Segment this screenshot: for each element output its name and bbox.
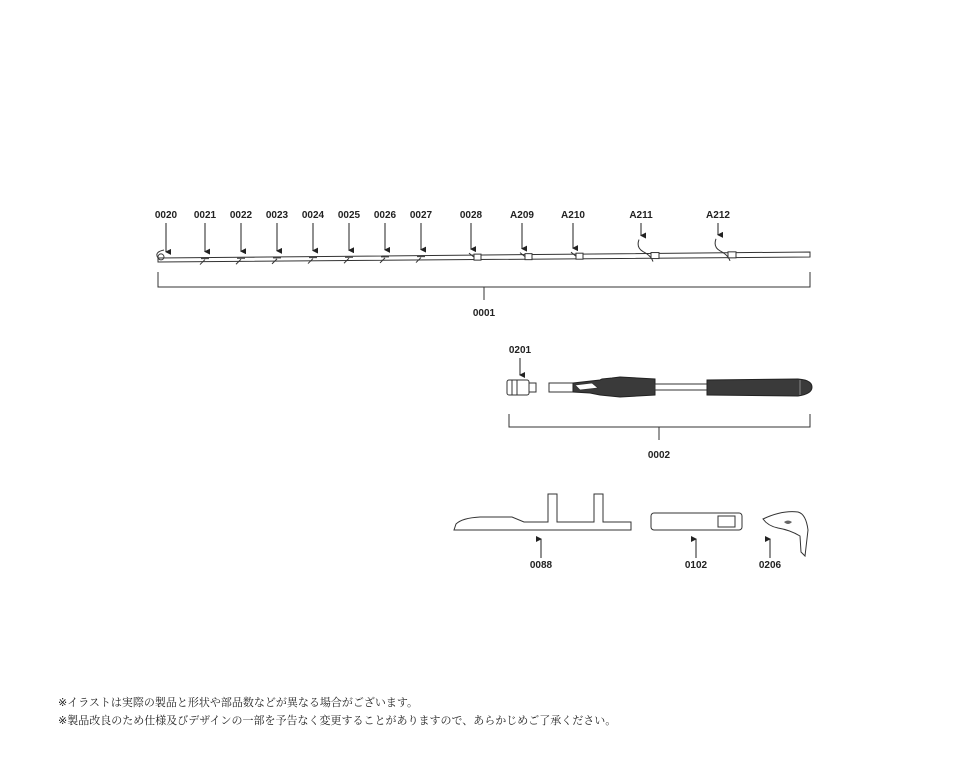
part-label-0201: 0201 [508, 345, 532, 356]
guide-label-A212: A212 [706, 210, 730, 221]
guide-label-0020: 0020 [154, 210, 178, 221]
guide-label-0026: 0026 [373, 210, 397, 221]
guide-label-A209: A209 [510, 210, 534, 221]
rod-tip-section [157, 250, 810, 262]
guide-A209 [520, 253, 532, 260]
part-label-0102: 0102 [684, 560, 708, 571]
guide-label-0023: 0023 [265, 210, 289, 221]
guide-label-arrows [166, 223, 718, 252]
reel-seat-handle [549, 377, 812, 397]
part-label-0088: 0088 [529, 560, 553, 571]
disclaimer-spec-change: ※製品改良のため仕様及びデザインの一部を予告なく変更することがありますので、あらかじめご了承ください。 [58, 714, 617, 727]
butt-cap-0201 [507, 380, 536, 395]
guide-label-A210: A210 [561, 210, 585, 221]
rod-stand-0088 [454, 494, 631, 530]
guide-label-0027: 0027 [409, 210, 433, 221]
guide-label-0025: 0025 [337, 210, 361, 221]
guide-0020 [158, 254, 164, 260]
guide-0028 [469, 253, 481, 260]
guide-label-0024: 0024 [301, 210, 325, 221]
assembly-label-0001: 0001 [472, 308, 496, 319]
guide-A210 [571, 252, 583, 259]
part-label-0206: 0206 [758, 560, 782, 571]
rod-guides [158, 239, 736, 265]
rod-belt-0102 [651, 513, 742, 530]
guide-label-A211: A211 [629, 210, 653, 221]
guide-label-0022: 0022 [229, 210, 253, 221]
assembly-bracket-0002 [509, 414, 810, 440]
guide-label-0021: 0021 [193, 210, 217, 221]
guide-label-0028: 0028 [459, 210, 483, 221]
disclaimer-illustration: ※イラストは実際の製品と形状や部品数などが異なる場合がございます。 [58, 696, 419, 709]
assembly-label-0002: 0002 [647, 450, 671, 461]
assembly-bracket-0001 [158, 272, 810, 300]
